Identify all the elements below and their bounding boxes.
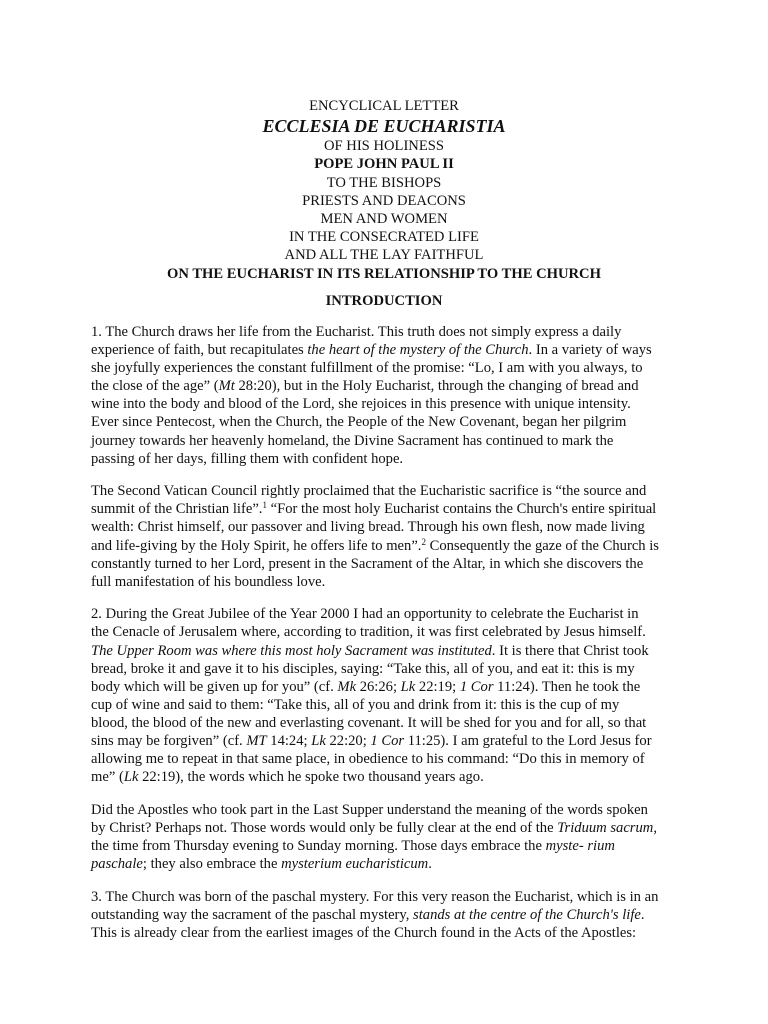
header-subject: ON THE EUCHARIST IN ITS RELATIONSHIP TO THE CHURCH: [167, 265, 601, 282]
header-priests-deacons: PRIESTS AND DEACONS: [302, 192, 466, 209]
footnote-ref-1[interactable]: 1: [262, 500, 267, 511]
document-body: [91, 323, 681, 956]
header-author: POPE JOHN PAUL II: [314, 156, 454, 173]
document-title: ECCLESIA DE EUCHARISTIA: [262, 116, 506, 137]
header-men-women: MEN AND WOMEN: [320, 211, 448, 228]
footnote-ref-2[interactable]: 2: [421, 536, 426, 547]
header-lay-faithful: AND ALL THE LAY FAITHFUL: [284, 247, 484, 264]
paragraph-4: Did the Apostles who took part in the Last Supper understand the meaning of the words spoken by Christ? Perhaps not. Those words would only be fully clear at the end of the Triduum sacrum, the time from Thursday evening to Sunday morning. Those days embrace the myste- rium paschale; they also embrace the mysterium eucharisticum.: [91, 801, 657, 873]
header-of-his-holiness: OF HIS HOLINESS: [323, 138, 444, 155]
paragraph-3: 2. During the Great Jubilee of the Year 2000 I had an opportunity to celebrate the Eucharist in the Cenacle of Jerusalem where, according to tradition, it was first celebrated by Jesus himself. The Upper Room was where this most holy Sacrament was instituted. It is there that Christ took bread, broke it and gave it to his disciples, saying: “Take this, all of you, and eat it: this is my body which will be given up for you” (cf. Mk 26:26; Lk 22:19; 1 Cor 11:24). Then he took the cup of wine and said to them: “Take this, all of you and drink from it: this is the cup of my blood, the blood of the new and everlasting covenant. It will be shed for you and for all, so that sins may be forgiven” (cf. MT 14:24; Lk 22:20; 1 Cor 11:25). I am grateful to the Lord Jesus for allowing me to repeat in that same place, in obedience to his command: “Do this in memory of me” (Lk 22:19), the words which he spoke two thousand years ago.: [91, 606, 652, 786]
introduction-heading: INTRODUCTION: [325, 293, 443, 309]
header-encyclical-letter: ENCYCLICAL LETTER: [309, 98, 459, 114]
paragraph-1: 1. The Church draws her life from the Eucharist. This truth does not simply express a daily experience of faith, but recapitulates the heart of the mystery of the Church. In a variety of ways she joyfully experiences the constant fulfillment of the promise: “Lo, I am with you always, to the close of the age” (Mt 28:20), but in the Holy Eucharist, through the changing of bread and wine into the body and blood of the Lord, she rejoices in this presence with unique intensity. Ever since Pentecost, when the Church, the People of the New Covenant, began her pilgrim journey towards her heavenly homeland, the Divine Sacrament has continued to mark the passing of her days, filling them with confident hope.: [91, 324, 652, 467]
paragraph-2: The Second Vatican Council rightly proclaimed that the Eucharistic sacrifice is “the source and summit of the Christian life”.$^1$ “For the most holy Eucharist contains the Church's entire spiritual wealth: Christ himself, our passover and living bread. Through his own flesh, now made living and life-giving by the Holy Spirit, he offers life to men”.$^2$ Consequently the gaze of the Church is constantly turned to her Lord, present in the Sacrament of the Altar, in which she discovers the full manifestation of his boundless love.: [91, 483, 659, 590]
header-consecrated-life: IN THE CONSECRATED LIFE: [289, 229, 479, 246]
paragraph-5: 3. The Church was born of the paschal mystery. For this very reason the Eucharist, which is in an outstanding way the sacrament of the paschal mystery, stands at the centre of the Church's life. This is already clear from the earliest images of the Church found in the Acts of the Apostles:: [91, 888, 659, 941]
header-to-bishops: TO THE BISHOPS: [326, 174, 442, 191]
document-header: [0, 97, 768, 283]
